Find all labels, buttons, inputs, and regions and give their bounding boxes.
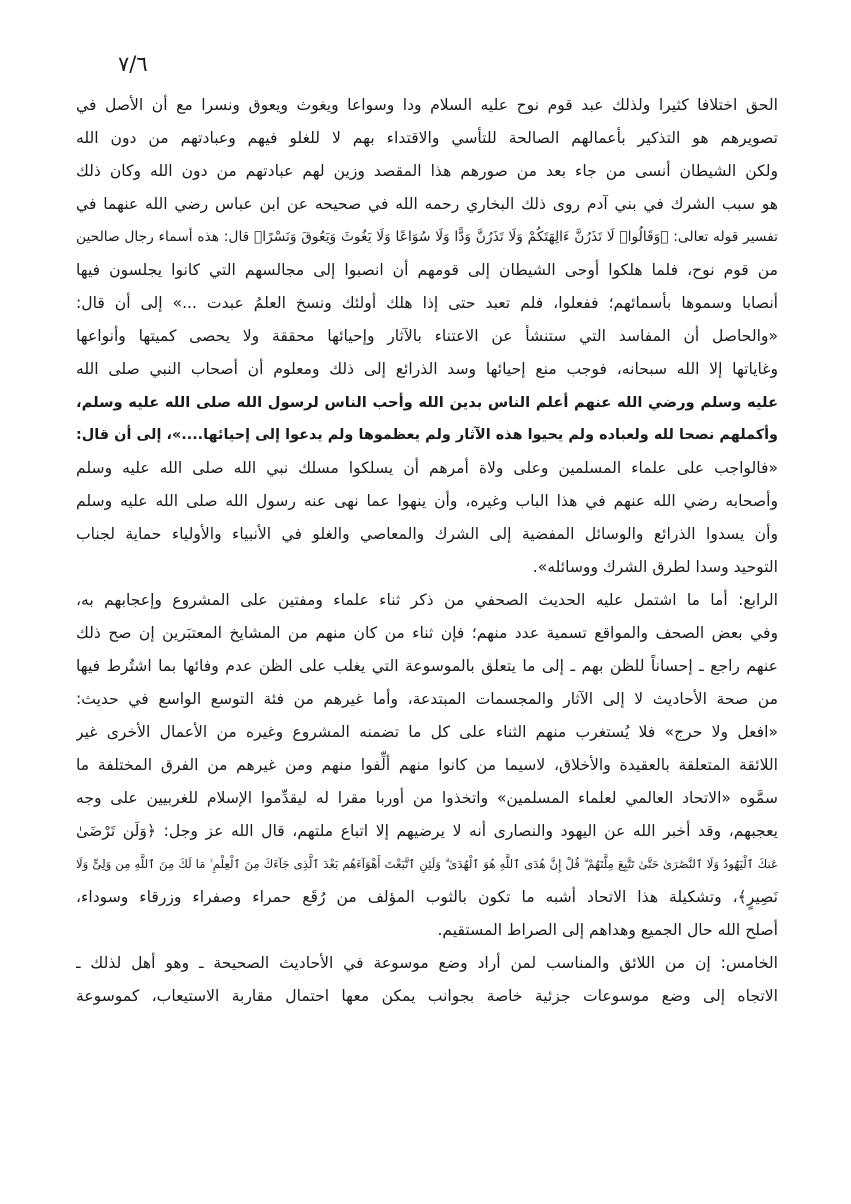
body-text (76, 89, 778, 1013)
text-line: وأن يسدوا الذرائع والوسائل المفضية إلى الشرك والمعاصي والغلو في الأنبياء والأولياء حماية لجناب (76, 525, 778, 543)
text-line: وغاياتها إلا الله سبحانه، فوجب منع إحيائها وسد الذرائع إلى ذلك ومعلوم أن أصحاب النبي صلى الله (76, 360, 778, 378)
text-line: يعجبهم، وقد أخبر الله عن اليهود والنصارى أنه لا يرضيهم إلا اتباع ملتهم، قال الله عز وجل: ﴿وَلَن تَرْضَىٰ (76, 822, 778, 840)
text-line: ولكن الشيطان أنسى من جاء بعد من صورهم هذا المقصد وزين لهم عبادتهم من دون الله وكان ذلك (76, 162, 778, 180)
text-line: تفسير قوله تعالى: ﴿وَقَالُوا۟ لَا تَذَرُنَّ ءَالِهَتَكُمْ وَلَا تَذَرُنَّ وَدًّا وَلَا سُوَاعًا وَلَا يَغُوثَ وَيَعُوقَ وَنَسْرًا﴾ قال: هذه أسماء رجال صالحين (76, 229, 778, 245)
text-line: «افعل ولا حرج» فلا يُستغرب منهم الثناء على كل ما تضمنه المشروع وغيره من الأعمال الأخرى غير (76, 723, 778, 741)
text-line: الخامس: إن من اللائق والمناسب لمن أراد وضع موسوعة في الأحاديث الصحيحة ـ وهو أهل لذلك ـ (76, 954, 778, 972)
text-line: نَصِيرٍ﴾، وتشكيلة هذا الاتحاد أشبه ما تكون بالثوب المؤلف من رُقَع حمراء وصفراء وزرقاء وسوداء، (76, 888, 778, 906)
text-line: الرابع: أما ما اشتمل عليه الحديث الصحفي من ذكر ثناء علماء ومفتين على المشروع وإعجابهم به، (76, 591, 778, 609)
text-line: اللائقة المتعلقة بالعقيدة والأخلاق، لاسيما من كانوا منهم ألِّفوا منهم ومن غيرهم من الفرق المختلفة ما (76, 756, 778, 774)
text-line: أنصابا وسموها بأسمائهم؛ ففعلوا، فلم تعبد حتى إذا هلك أولئك ونسخ العلمُ عبدت ...» إلى أن قال: (76, 294, 778, 312)
text-line: «والحاصل أن المفاسد التي ستنشأ عن الاعتناء بالآثار وإحيائها محققة ولا يحصى كميتها وأنواعها (76, 327, 778, 345)
text-line: أصلح الله حال الجميع وهداهم إلى الصراط المستقيم. (437, 921, 778, 939)
text-line: «فالواجب على علماء المسلمين وعلى ولاة أمرهم أن يسلكوا مسلك نبي الله صلى الله عليه وسلم (76, 459, 778, 477)
text-line: عَنكَ ٱلْيَهُودُ وَلَا ٱلنَّصَٰرَىٰ حَتَّىٰ تَتَّبِعَ مِلَّتَهُمْ ۗ قُلْ إِنَّ هُدَى ٱللَّهِ هُوَ ٱلْهُدَىٰ ۗ وَلَئِنِ ٱتَّبَعْتَ أَهْوَآءَهُم بَعْدَ ٱلَّذِى جَآءَكَ مِنَ ٱلْعِلْمِ ۙ مَا لَكَ مِنَ ٱللَّهِ مِن وَلِىٍّ وَلَا (76, 857, 778, 871)
text-line: سمَّوه «الاتحاد العالمي لعلماء المسلمين» واتخذوا من أوربا مقرا له ليقدِّموا الإسلام للغربيين على وجه (76, 789, 778, 807)
text-line: وفي بعض الصحف والمواقع تسمية عدد منهم؛ فإن ثناء من كان منهم من المشايخ المعتبَرين إن صح ذلك (76, 624, 778, 642)
text-line: الحق اختلافا كثيرا ولذلك عبد قوم نوح عليه السلام ودا وسواعا ويغوث ويعوق ونسرا مع أن الأصل في (76, 96, 778, 114)
page-number: ٧/٦ (118, 52, 148, 76)
text-line: هو سبب الشرك في بني آدم روى ذلك البخاري رحمه الله في صحيحه عن ابن عباس رضي الله عنهما في (76, 195, 778, 213)
text-line: التوحيد وسدا لطرق الشرك ووسائله». (532, 558, 778, 576)
text-line: من صحة الأحاديث لا إلى الآثار والمجسمات المبتدعة، وأما غيرهم من فئة التوسع الواسع في حديث: (76, 690, 778, 708)
text-line: عنهم راجع ـ إحساناً للظن بهم ـ إلى ما يتعلق بالموسوعة التي يغلب على الظن عدم وفائها بما اشتُرط فيها (76, 657, 778, 675)
text-line: الاتجاه إلى وضع موسوعات جزئية خاصة بجوانب يمكن معها احتمال مقاربة الاستيعاب، كموسوعة (76, 987, 778, 1005)
text-line: من قوم نوح، فلما هلكوا أوحى الشيطان إلى قومهم أن انصبوا إلى مجالسهم التي كانوا يجلسون فيها (76, 261, 778, 279)
text-line: عليه وسلم ورضي الله عنهم أعلم الناس بدين الله وأحب الناس لرسول الله صلى الله عليه وسلم، (76, 394, 778, 411)
text-line: تصويرهم هو التذكير بأعمالهم الصالحة للتأسي والاقتداء بهم لا للغلو فيهم وعبادتهم من دون الله (76, 129, 778, 147)
text-line: وأصحابه رضي الله عنهم في هذا الباب وغيره، وأن ينهوا عما نهى عنه رسول الله صلى الله عليه وسلم (76, 492, 778, 510)
text-line: وأكملهم نصحا لله ولعباده ولم يحيوا هذه الآثار ولم يعظموها ولم يدعوا إلى إحيائها....»، إلى أن قال: (76, 427, 778, 443)
